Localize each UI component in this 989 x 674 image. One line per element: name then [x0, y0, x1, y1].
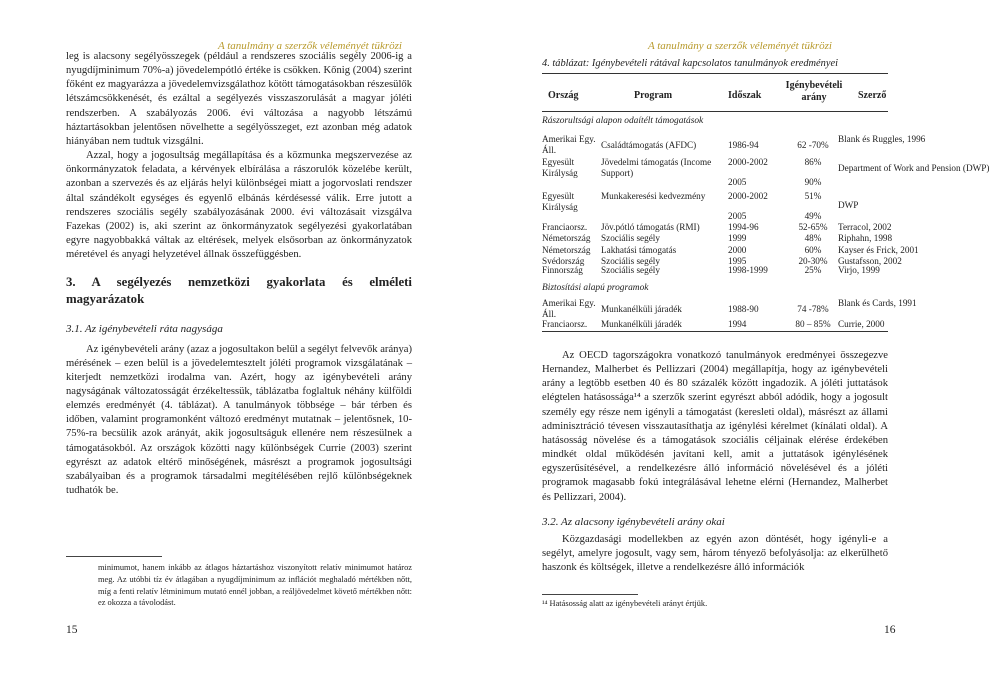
- table-bottom-rule: [542, 331, 888, 332]
- table-cell-rate: 48%: [804, 233, 822, 243]
- table-cell-rate: 51%: [804, 191, 822, 201]
- table-cell-country: Franciaorsz.: [542, 319, 588, 329]
- table-cell-author: Virjo, 1999: [838, 265, 880, 275]
- footnote: minimumot, hanem inkább az átlagos háztartáshoz viszonyított relatív minimumot határoz meg. Az utóbbi tíz év átlagában a nyugdíjminimum az inflációt meghaladó mértékben nőtt, míg a fenti relatív létminimum mutató ennél jobban, a reáljövedelmet követő mértékben nőtt: ez okozza a távolodást.: [98, 563, 412, 608]
- column-header-period: Időszak: [728, 90, 762, 101]
- table-cell-author: Currie, 2000: [838, 319, 885, 329]
- subsection-title: 3.1. Az igénybevételi ráta nagysága: [66, 323, 223, 336]
- table-cell-period: 2000-2002: [728, 191, 768, 201]
- paragraph: Közgazdasági modellekben az egyén azon döntését, hogy igényli-e a segélyt, amelyre jogosult, vagy sem, három tényező befolyásolja: az elkerülhető haszonk és költségek, illetve a rendelkezésre álló információk: [542, 533, 888, 574]
- table-cell-period: 2000: [728, 245, 747, 255]
- table-cell-period: 1999: [728, 233, 747, 243]
- footnote: ¹⁴ Hatásosság alatt az igénybevételi arányt értjük.: [542, 599, 708, 608]
- intro-paragraph: leg is alacsony segélyösszegek (például a rendszeres szociális segély 2006-ig a nyugdíjminimum 70%-a) jövedelempótló értéke is csökken. Kőnig (2004) szerint főként ez magyarázza a jövedelemvizsgálathoz kötött támogatásokban részesülők létszámcsökkenését, és ezáltal a segélyezés visszaszorulását a magyar jóléti rendszerben. A szabályozás 2006. évi változása a nagyobb létszámú háztartásokban jelentősen növelhette a segélyösszeget, ezt azonban még adatok hiányában nem tudtuk vizsgálni.: [66, 51, 412, 147]
- table-cell-country: Finnország: [542, 265, 583, 275]
- left-text-column: [66, 50, 412, 498]
- running-header: A tanulmány a szerzők véleményét tükrözi: [217, 40, 402, 52]
- table-cell-program: Lakhatási támogatás: [601, 245, 677, 255]
- table-cell-author: Kayser és Frick, 2001: [838, 245, 919, 255]
- table-cell-period: 2005: [728, 211, 747, 221]
- table-cell-author: Terracol, 2002: [838, 222, 892, 232]
- table-cell-period: 1986-94: [728, 140, 759, 150]
- table-cell-country: Franciaorsz.: [542, 222, 588, 232]
- table-cell-author: Riphahn, 1998: [838, 233, 893, 243]
- subsection-title: 3.2. Az alacsony igénybevételi arány okai: [542, 515, 725, 528]
- table-cell-program: Szociális segély: [601, 233, 660, 243]
- table-cell-period: 1994: [728, 319, 747, 329]
- table-cell-rate: 60%: [804, 245, 822, 255]
- table-cell-period: 1998-1999: [728, 265, 768, 275]
- table-cell-rate: 52-65%: [798, 222, 828, 232]
- column-header-program: Program: [634, 90, 673, 101]
- table-cell-author: Blank és Cards, 1991: [838, 298, 917, 308]
- table-cell-rate: 90%: [804, 177, 822, 187]
- table-cell-author: Gustafsson, 2002: [838, 256, 902, 266]
- table-cell-country: Németország: [542, 245, 591, 255]
- table-cell-rate: 80 – 85%: [795, 319, 831, 329]
- table-cell-country: Egyesült Királyság: [542, 157, 578, 179]
- table-cell-period: 2000-2002: [728, 157, 768, 167]
- section-title: 3. A segélyezés nemzetközi gyakorlata és elméleti magyarázatok: [66, 275, 412, 307]
- table-cell-program: Munkakeresési kedvezmény: [601, 191, 706, 201]
- table-cell-author: DWP: [838, 200, 859, 210]
- header-rule: [542, 111, 888, 112]
- table-cell-period: 1988-90: [728, 304, 759, 314]
- table-top-rule: [542, 73, 888, 74]
- table-cell-rate: 62 -70%: [797, 140, 829, 150]
- table-header: [542, 80, 888, 110]
- table-cell-period: 1994-96: [728, 222, 759, 232]
- table-cell-program: Munkanélküli járadék: [601, 319, 682, 329]
- paragraph: Az OECD tagországokra vonatkozó tanulmányok eredményei összegezve Hernandez, Malherbet és Pellizzari (2004) megállapítja, hogy az igénybevételi arány a legtöbb esetben 40 és 80 százalék között ingadozik. A jóléti juttatások elégtelen hatásossága¹⁴ a szerzők szerint egyrészt abból adódik, hogy a jogosult személy egy része nem igényli a támogatást (keresleti oldal), másrészt az állami adminisztráció tévesen visszautasíthatja az igénylési kérelmet (kínálati oldal). A hatásosság növelése és a támogatások szociális céljainak elérése érdekében mindkét oldal működésén javítani kell, amit a juttatások igénylésének egyszerűsítésével, a rendelkezésre álló információ növelésével és a jóléti programok magasabb fokú integrálásával lehetne elérni (Hernandez, Malherbet és Pellizzari, 2004).: [542, 350, 888, 503]
- table-cell-author: Department of Work and Pension (DWP): [838, 163, 989, 173]
- table-cell-program: Jöv.pótló támogatás (RMI): [601, 222, 700, 232]
- page-number: 15: [66, 624, 78, 636]
- right-text-column: [542, 349, 888, 575]
- column-header-author: Szerző: [858, 90, 887, 101]
- group-label: Rászorultsági alapon odaítélt támogatások: [542, 116, 704, 126]
- table-cell-program: Jövedelmi támogatás (Income Support): [601, 157, 712, 179]
- table-cell-rate: 25%: [804, 265, 822, 275]
- table-cell-country: Amerikai Egy. Áll.: [542, 134, 596, 156]
- page-number: 16: [884, 624, 896, 636]
- table-cell-country: Svédország: [542, 256, 585, 266]
- right-page: [480, 0, 989, 674]
- table-cell-author: Blank és Ruggles, 1996: [838, 134, 926, 144]
- table-cell-period: 2005: [728, 177, 747, 187]
- table-cell-program: Munkanélküli járadék: [601, 304, 682, 314]
- footnote-rule: [66, 556, 162, 557]
- table-cell-program: Szociális segély: [601, 256, 660, 266]
- table-cell-program: Családtámogatás (AFDC): [601, 140, 697, 150]
- column-header-country: Ország: [548, 90, 579, 101]
- table-cell-rate: 49%: [804, 211, 822, 221]
- table-cell-country: Egyesült Királyság: [542, 191, 578, 213]
- paragraph: Azzal, hogy a jogosultság megállapítása és a közmunka megszervezése az önkormányzatok feladata, a kérvények elbírálása a rászorulók közelébe került, azonban a szervezés és az eljárás helyi különbségei miatt a jogorvoslati rendszer által szándékolt egységes és egyenlő elbánás kérdésessé válik. Erre jutott a rendszeres szociális segély szabályozásának 2000. évi változásait vizsgálva Fazekas (2002) is, aki szerint az önkormányzatok segélyezési gyakorlatában egyre nagyobbakká váltak az eltérések, melyek elsősorban az önkormányzatok méretével és anyagi helyzetével állnak összefüggésben.: [66, 150, 412, 261]
- table-cell-rate: 86%: [804, 157, 822, 167]
- group-label: Biztosítási alapú programok: [542, 283, 649, 293]
- table-cell-rate: 20-30%: [798, 256, 828, 266]
- table-title: 4. táblázat: Igénybevételi rátával kapcsolatos tanulmányok eredményei: [542, 58, 838, 69]
- table-cell-country: Amerikai Egy. Áll.: [542, 298, 596, 320]
- paragraph: Az igénybevételi arány (azaz a jogosultakon belül a segélyt felvevők aránya) mérésének – ezen belül is a jövedelemtesztelt jóléti programok vizsgálatának – kiterjedt nemzetközi irodalma van. Azért, hogy az igénybevételi arány nagyságának változatosságát érzékeltessük, táblázatba foglaltuk néhány külföldi elemzés eredményét (4. táblázat). A tanulmányok többsége – bár térben és időben, valamint programonként változó eredményt mutatnak – jelentősnek, 10-75%-ra becsülik azok arányát, akik jogosultságuk ellenére nem részesülnek a támogatásokból. Az országok közötti nagy különbségek Currie (2003) szerint egyrészt az adatok eltérő minőségének, másrészt a programok jogosultsági szabályaiban és a programok társadalmi megítélésében rejlő különbségeknek tudhatók be.: [66, 343, 412, 497]
- table-cell-country: Németország: [542, 233, 591, 243]
- column-header-rate: Igénybevételi arány: [785, 80, 843, 103]
- table-cell-rate: 74 -78%: [797, 304, 829, 314]
- table-cell-program: Szociális segély: [601, 265, 660, 275]
- running-header: A tanulmány a szerzők véleményét tükrözi: [647, 40, 832, 52]
- left-page: [0, 0, 480, 674]
- footnote-rule: [542, 594, 638, 595]
- table-cell-period: 1995: [728, 256, 747, 266]
